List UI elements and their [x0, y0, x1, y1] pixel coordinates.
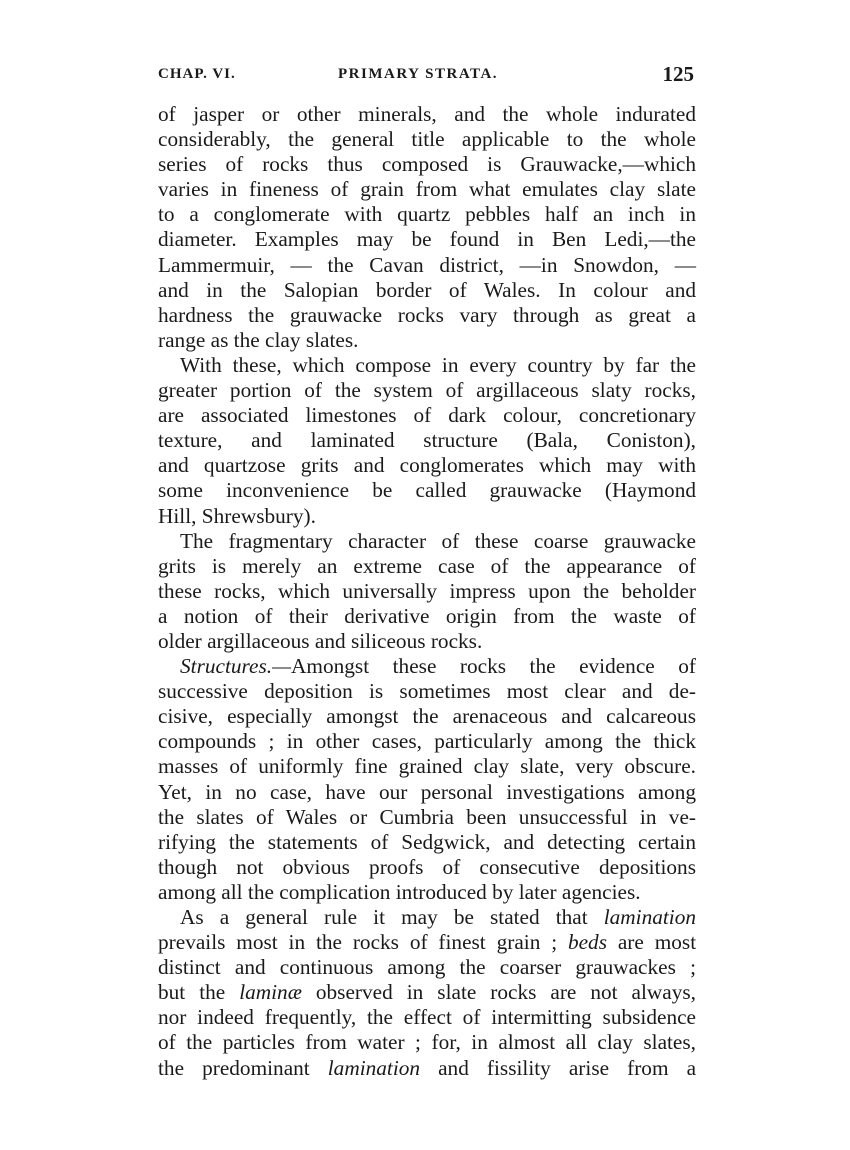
text-line: As a general rule it may be stated that lamination — [180, 905, 697, 929]
text-line: rifying the statements of Sedgwick, and detecting certain — [158, 829, 696, 854]
text-line: prevails most in the rocks of finest grain ; beds are most — [158, 930, 697, 955]
text-line: distinct and continuous among the coarser grauwackes ; — [158, 955, 696, 980]
italic-term: lamination — [327, 1055, 421, 1080]
text-line: With these, which compose in every country by far the — [180, 352, 696, 377]
text-line: texture, and laminated structure (Bala, Coniston), — [158, 428, 696, 453]
text-line: series of rocks thus composed is Grauwacke,—which — [158, 152, 696, 177]
text-line: nor indeed frequently, the effect of intermitting subsidence — [158, 1005, 696, 1030]
text-line: older argillaceous and siliceous rocks. — [158, 628, 483, 653]
text-line: of the particles from water ; for, in almost all clay slates, — [158, 1030, 696, 1055]
paragraph — [158, 102, 696, 353]
text-line: of jasper or other minerals, and the whole indurated — [158, 102, 696, 126]
paragraph — [158, 654, 696, 905]
italic-term: lamination — [603, 905, 697, 929]
text-line: though not obvious proofs of consecutive depositions — [158, 854, 696, 879]
text-line: a notion of their derivative origin from the waste of — [158, 603, 696, 628]
text-line: greater portion of the system of argillaceous slaty rocks, — [158, 378, 696, 403]
text-line: hardness the grauwacke rocks vary through as great a — [158, 302, 696, 327]
text-line: to a conglomerate with quartz pebbles half an inch in — [158, 202, 696, 227]
text-line: and in the Salopian border of Wales. In colour and — [158, 277, 696, 302]
text-line: grits is merely an extreme case of the appearance of — [158, 553, 696, 578]
text-line: are associated limestones of dark colour, concretionary — [158, 403, 696, 428]
text-line: considerably, the general title applicable to the whole — [158, 127, 696, 152]
text-line: Hill, Shrewsbury). — [158, 503, 316, 528]
section-heading: Structures.— — [180, 654, 292, 679]
section-title: PRIMARY STRATA. — [338, 66, 499, 82]
text-line: successive deposition is sometimes most clear and de- — [158, 679, 696, 704]
text-line: masses of uniformly fine grained clay slate, very obscure. — [158, 754, 696, 779]
text-line: compounds ; in other cases, particularly among the thick — [158, 729, 696, 754]
text-line: Yet, in no case, have our personal investigations among — [158, 779, 696, 804]
italic-term: beds — [567, 930, 607, 955]
italic-term: laminæ — [239, 980, 302, 1005]
text-line: the slates of Wales or Cumbria been unsuccessful in ve- — [158, 804, 696, 829]
text-line: The fragmentary character of these coarse grauwacke — [180, 528, 696, 553]
paragraph — [158, 353, 696, 529]
running-head — [158, 62, 698, 88]
chapter-label: CHAP. VI. — [158, 66, 236, 82]
text-line: varies in fineness of grain from what emulates clay slate — [158, 177, 696, 202]
text-line: cisive, especially amongst the arenaceous and calcareous — [158, 704, 696, 729]
text-line: diameter. Examples may be found in Ben Ledi,—the — [158, 227, 696, 252]
page-number: 125 — [662, 62, 694, 86]
text-run: Amongst these rocks the evidence of — [291, 654, 696, 679]
paragraph — [158, 529, 696, 654]
text-line: the predominant lamination and fissility arise from a — [158, 1055, 697, 1080]
text-line: some inconvenience be called grauwacke (Haymond — [158, 478, 696, 503]
text-line: and quartzose grits and conglomerates which may with — [158, 453, 696, 478]
text-line: these rocks, which universally impress upon the beholder — [158, 578, 696, 603]
text-line — [158, 654, 696, 679]
text-line: Lammermuir, — the Cavan district, —in Snowdon, — — [158, 252, 696, 277]
paragraph — [158, 905, 696, 1081]
text-line: among all the complication introduced by later agencies. — [158, 879, 641, 904]
text-line: range as the clay slates. — [158, 327, 359, 352]
body-text — [158, 102, 696, 1081]
text-line: but the laminæ observed in slate rocks are not always, — [158, 980, 697, 1005]
